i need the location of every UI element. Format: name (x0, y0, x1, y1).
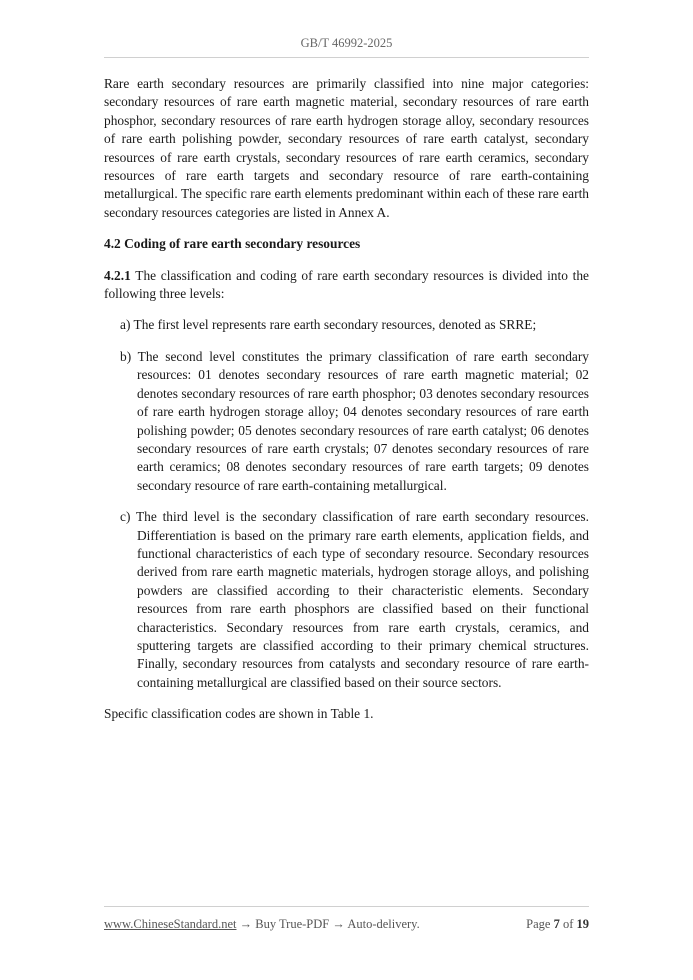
page-content (104, 75, 589, 737)
arrow-right-icon: → (236, 917, 256, 931)
list-item-a: a) The first level represents rare earth secondary resources, denoted as SRRE; (120, 317, 537, 333)
footer-divider (104, 906, 589, 907)
page-total: 19 (576, 917, 589, 931)
clause-text: The classification and coding of rare earth secondary resources is divided into the following three levels: (104, 267, 589, 302)
section-heading: 4.2 Coding of rare earth secondary resources (104, 236, 361, 252)
header-divider (104, 57, 589, 58)
list-item-c: c) The third level is the secondary classification of rare earth secondary resources. Differentiation is based on the primary rare earth elements, application fields, and functional characteristics of each type of secondary resource. Secondary resources derived from rare earth magnetic materials, hydrogen storage alloys, and polishing powders are classified according to their characteristic elements. Secondary resources from rare earth phosphors are classified based on their functional characteristics. Secondary resources from rare earth crystals, ceramics, and sputtering targets are classified according to their primary chemical structures. Finally, secondary resources from catalysts and secondary resource of rare earth-containing metallurgical are classified based on their source sectors. (120, 509, 589, 690)
page-label: Page (526, 917, 554, 931)
document-header: GB/T 46992-2025 (300, 36, 393, 50)
site-link[interactable]: www.ChineseStandard.net (104, 917, 237, 931)
clause-paragraph (104, 267, 589, 304)
list-item-b: b) The second level constitutes the primary classification of rare earth secondary resources: 01 denotes secondary resources of rare earth magnetic material; 02 denotes secondary resources of rare earth phosphor; 03 denotes secondary resources of rare earth hydrogen storage alloy; 04 denotes secondary resources of rare earth polishing powder; 05 denotes secondary resources of rare earth catalyst; 06 denotes secondary resources of rare earth crystals; 07 denotes secondary resources of rare earth ceramics; 08 denotes secondary resources of rare earth targets; 09 denotes secondary resource of rare earth-containing metallurgical. (120, 348, 589, 493)
page-number (526, 917, 589, 932)
footer-promo (104, 917, 420, 932)
buy-link[interactable]: Buy True-PDF (255, 917, 330, 931)
closing-paragraph: Specific classification codes are shown in Table 1. (104, 706, 374, 722)
arrow-right-icon: → (329, 917, 348, 931)
delivery-text: Auto-delivery. (347, 917, 420, 931)
page-current: 7 (553, 917, 560, 931)
clause-number: 4.2.1 (104, 267, 131, 283)
page-of: of (559, 917, 577, 931)
intro-paragraph: Rare earth secondary resources are primarily classified into nine major categories: secondary resources of rare earth magnetic material, secondary resources of rare earth phosphor, secondary resources of rare earth hydrogen storage alloy, secondary resources of rare earth polishing powder, secondary resources of rare earth catalyst, secondary resources of rare earth crystals, secondary resources of rare earth ceramics, secondary resources of rare earth targets and secondary resource of rare earth-containing metallurgical. The specific rare earth elements predominant within each of these rare earth secondary resources categories are listed in Annex A. (104, 76, 589, 220)
